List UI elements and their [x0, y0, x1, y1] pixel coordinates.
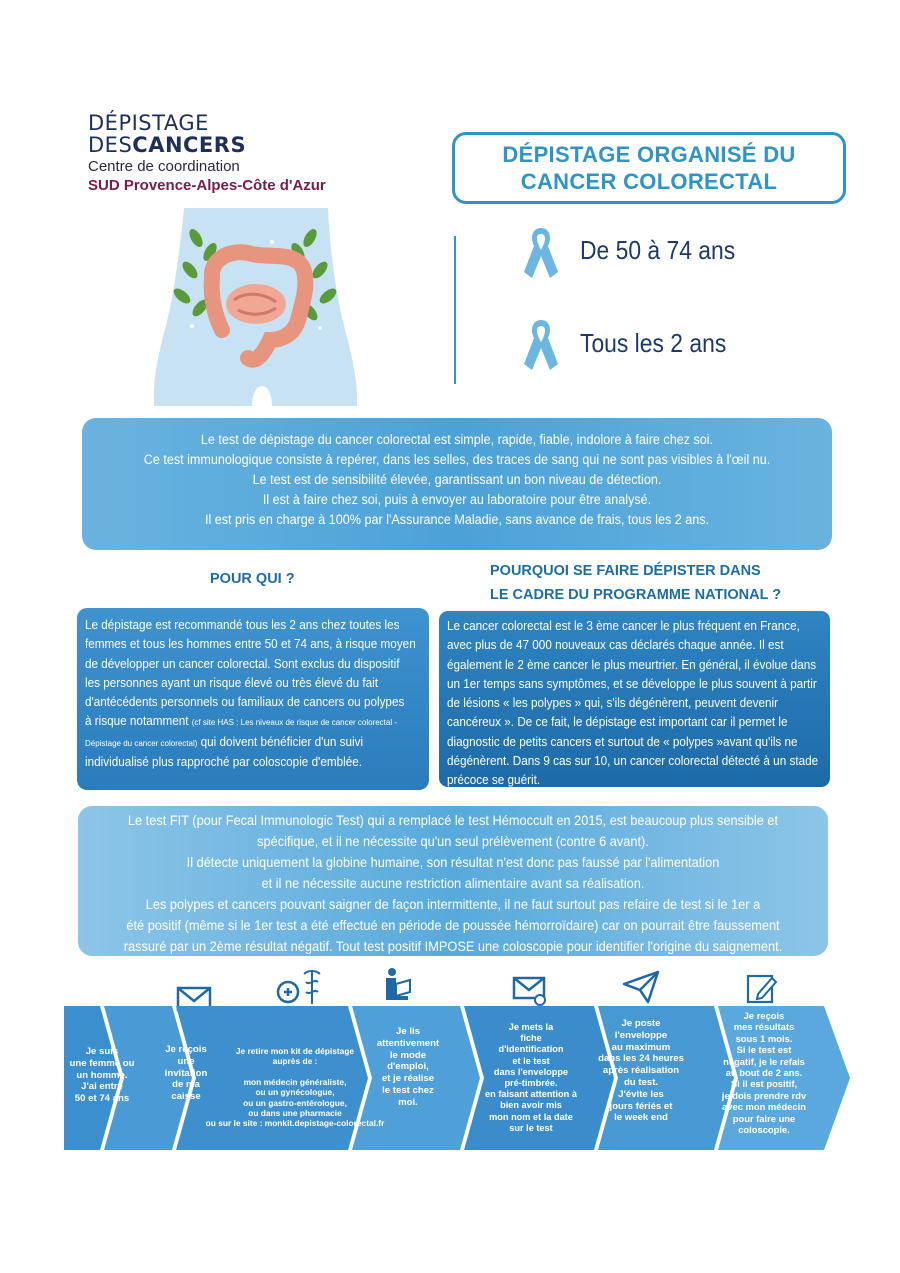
step-line: Je lis: [395, 1026, 420, 1037]
step-line: jours fériés et: [609, 1100, 673, 1112]
pourquoi-heading: [490, 560, 781, 606]
step-line: ou un gynécologue,: [255, 1087, 335, 1098]
pourquoi-line: un 1er temps sans symptômes, et se développe le plus souvent à partir: [447, 676, 817, 691]
step-line: auprès de :: [272, 1056, 318, 1067]
intro-box: [82, 418, 832, 550]
step-line: Si le test est: [736, 1044, 792, 1056]
step-line: ou un gastro-entérologue,: [243, 1097, 347, 1108]
intro-line: Il est à faire chez soi, puis à envoyer au laboratoire pour être analysé.: [262, 492, 652, 507]
title-line1: DÉPISTAGE ORGANISÉ DU: [502, 142, 796, 167]
step-line: ou dans une pharmacie: [248, 1108, 342, 1119]
step-line: Si il est positif,: [730, 1078, 798, 1090]
step-7-text: [704, 1010, 824, 1135]
pour-qui-heading: POUR QUI ?: [210, 571, 295, 587]
step-line: sur le test: [509, 1122, 553, 1133]
logo-subtitle: Centre de coordination: [88, 158, 240, 175]
logo-region: SUD Provence-Alpes-Côte d'Azur: [88, 177, 326, 194]
pour-qui-line: d'antécédents personnels ou familiaux de cancers ou polypes: [85, 695, 405, 710]
step-line: Je poste: [621, 1018, 661, 1029]
fit-line: et il ne nécessite aucune restriction alimentaire avant sa réalisation.: [261, 876, 645, 891]
step-line: 50 et 74 ans: [74, 1093, 130, 1105]
title-line2: CANCER COLORECTAL: [520, 169, 778, 194]
step-line: un homme.: [76, 1069, 128, 1081]
fit-line: Les polypes et cancers pouvant saigner de façon intermittente, il ne faut surtout pas refaire de test si le 1er a: [145, 897, 761, 912]
step-line: une: [177, 1055, 195, 1067]
pourquoi-box: [438, 610, 831, 788]
logo-line2-prefix: DES: [88, 133, 133, 157]
intro-line: Il est pris en charge à 100% par l'Assurance Maladie, sans avance de frais, tous les 2 ans.: [204, 512, 710, 527]
step-line: coloscopie.: [738, 1124, 790, 1136]
pour-qui-line7-main: qui doivent bénéficier d'un suivi: [197, 734, 364, 749]
step-line: dans l'enveloppe: [493, 1066, 569, 1077]
step-line: en faisant attention à: [485, 1089, 577, 1100]
logo: [88, 112, 408, 194]
pourquoi-line: précoce se guérit.: [447, 773, 541, 788]
step-line: du test.: [623, 1076, 659, 1088]
pour-qui-box: [77, 608, 429, 790]
pourquoi-line: également le 2 ème cancer le plus meurtrier. En général, il évolue dans: [447, 657, 817, 672]
step-line: pour faire une: [732, 1112, 796, 1124]
step-line: Je mets la: [508, 1022, 554, 1032]
intro-line: Le test est de sensibilité élevée, garantissant un bon niveau de détection.: [252, 472, 662, 487]
step-line: mes résultats: [733, 1021, 795, 1033]
pour-qui-line: [85, 733, 397, 753]
step-line: une femme ou: [69, 1057, 135, 1069]
step-line: dans les 24 heures: [598, 1053, 684, 1065]
pour-qui-line: [85, 712, 397, 732]
step-line: au maximum: [611, 1041, 671, 1053]
step-line: je dois prendre rdv: [721, 1089, 807, 1101]
step-line: Je retire mon kit de dépistage: [235, 1046, 355, 1056]
step-line: ou sur le site : monkit.depistage-colorectal.fr: [205, 1118, 385, 1129]
ribbon-icon: [522, 318, 560, 377]
step-line: le test chez: [382, 1084, 434, 1096]
pour-qui-line: de développer un cancer colorectal. Sont exclus du dispositif: [85, 656, 400, 671]
step-line: après réalisation: [602, 1065, 680, 1077]
step-line: fiche: [520, 1033, 542, 1044]
step-line: le week end: [614, 1112, 668, 1124]
step-1-text: [66, 1046, 138, 1105]
fact-age-range: De 50 à 74 ans: [580, 235, 736, 265]
pourquoi-line: de lésions « les polypes » qui, s'ils dégénèrent, peuvent devenir: [447, 696, 779, 711]
logo-line2: [88, 134, 408, 156]
pour-qui-line6-main: à risque notamment: [85, 714, 192, 729]
pourquoi-line: dégénèrent. Dans 9 cas sur 10, un cancer colorectal détecté à un stade: [447, 754, 819, 769]
step-line: pré-timbrée.: [504, 1078, 558, 1089]
logo-line2-bold: CANCERS: [132, 133, 247, 157]
title-box: [452, 132, 846, 204]
logo-line1: DÉPISTAGE: [88, 111, 209, 135]
step-line: mon médecin généraliste,: [243, 1076, 347, 1087]
has-reference-text: (cf site HAS : Les niveaux de risque de cancer colorectal -: [191, 717, 398, 728]
pourquoi-heading-line2: LE CADRE DU PROGRAMME NATIONAL ?: [490, 587, 782, 603]
step-line: caisse: [171, 1091, 201, 1103]
pour-qui-line: Le dépistage est recommandé tous les 2 ans chez toutes les: [85, 618, 400, 632]
pour-qui-line: individualisé plus rapproché par coloscopie d'emblée.: [85, 755, 362, 770]
step-line: avec mon médecin: [722, 1101, 806, 1113]
intro-line: Le test de dépistage du cancer colorectal est simple, rapide, fiable, indolore à faire chez soi.: [200, 432, 714, 447]
step-line: d'emploi,: [387, 1061, 429, 1073]
step-line: au bout de 2 ans.: [725, 1067, 803, 1079]
step-line: bien avoir mis: [500, 1100, 562, 1111]
step-line: Je reçois: [165, 1044, 207, 1055]
step-line: Je suis: [85, 1046, 119, 1057]
fit-line: Il détecte uniquement la globine humaine, son résultat n'est donc pas faussé par l'alimentation: [186, 855, 720, 870]
intro-line: Ce test immunologique consiste à repérer, dans les selles, des traces de sang qui ne sont pas visibles à l'œil nu.: [143, 452, 771, 467]
step-line: négatif, je le refais: [723, 1055, 805, 1067]
step-line: Je reçois: [743, 1010, 785, 1021]
step-line: moi.: [398, 1096, 418, 1108]
fit-line: Le test FIT (pour Fecal Immunologic Test) qui a remplacé le test Hémoccult en 2015, est beaucoup plus sensible et: [127, 813, 779, 828]
has-reference-text: Dépistage du cancer colorectal): [85, 737, 198, 748]
divider-line: [454, 236, 456, 384]
step-line: mon nom et la date: [489, 1111, 573, 1122]
step-line: d'identification: [498, 1044, 564, 1055]
step-line: et je réalise: [381, 1073, 435, 1085]
pourquoi-heading-line1: POURQUOI SE FAIRE DÉPISTER DANS: [490, 563, 761, 579]
step-line: le mode: [389, 1049, 427, 1061]
pourquoi-line: diagnostic de petits cancers et surtout de « polypes »avant qu'ils ne: [447, 734, 798, 749]
step-line: J'évite les: [618, 1088, 664, 1100]
step-line: J'ai entre: [81, 1081, 123, 1093]
step-5-text: [466, 1022, 596, 1134]
pourquoi-line: avec plus de 47 000 nouveaux cas déclarés chaque année. Il est: [447, 638, 784, 653]
step-line: attentivement: [376, 1037, 440, 1049]
fact-frequency: Tous les 2 ans: [580, 328, 727, 358]
step-line: l'enveloppe: [614, 1029, 668, 1041]
step-line: et le test: [512, 1055, 550, 1066]
pourquoi-line: cancéreux ». De ce fait, le dépistage est important car il permet le: [447, 715, 788, 730]
pour-qui-line: les personnes ayant un risque élevé ou très élevé du fait: [85, 675, 378, 690]
pourquoi-line: Le cancer colorectal est le 3 ème cancer le plus fréquent en France,: [447, 619, 800, 633]
ribbon-icon: [522, 226, 560, 285]
fit-test-box: [78, 806, 828, 956]
step-4-text: [358, 1026, 458, 1109]
step-line: invitation: [164, 1067, 208, 1079]
pour-qui-line: femmes et tous les hommes entre 50 et 74 ans, à risque moyen: [85, 637, 416, 652]
fit-line: spécifique, et il ne nécessite qu'un seul prélèvement (contre 6 avant).: [257, 834, 649, 849]
step-6-text: [586, 1018, 696, 1124]
step-line: sous 1 mois.: [735, 1032, 793, 1044]
fit-line: rassuré par un 2ème résultat négatif. Tout test positif IMPOSE une coloscopie pour identifier l'origine du saignement.: [123, 939, 783, 954]
step-line: de ma: [172, 1079, 200, 1091]
colon-illustration: [152, 208, 362, 406]
fit-line: été positif (même si le 1er test a été effectué en période de poussée hémorroïdaire) car on pourrait être faussement: [126, 918, 780, 933]
